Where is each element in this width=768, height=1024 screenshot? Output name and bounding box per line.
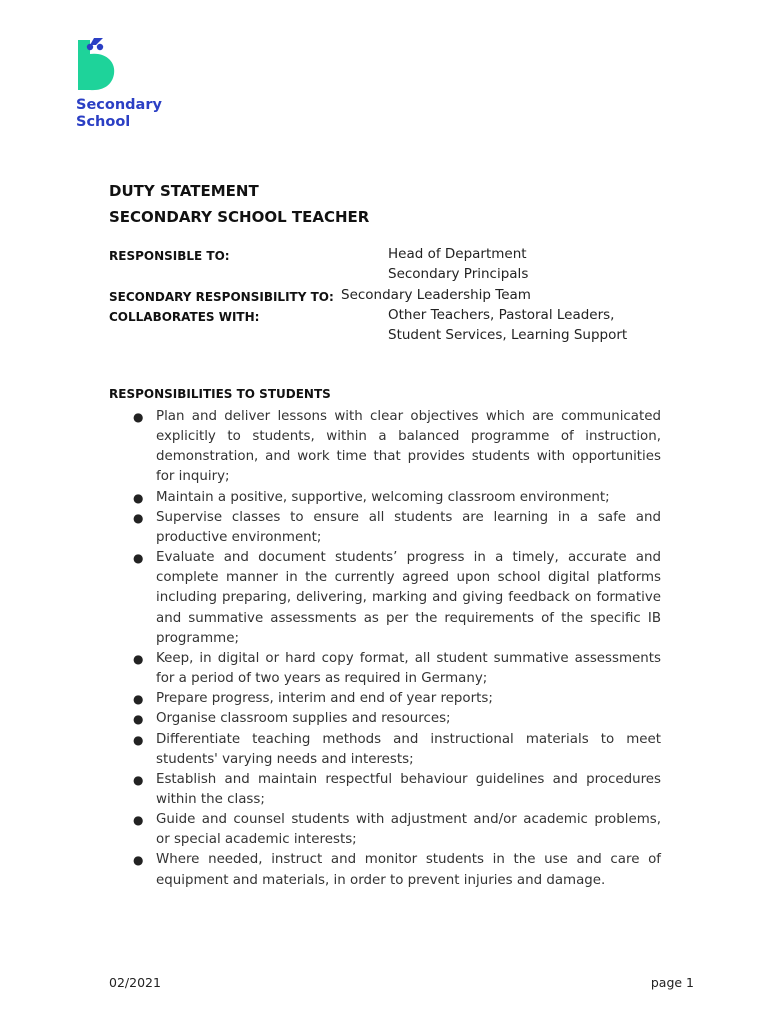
bullet-icon: ● <box>133 692 144 707</box>
bullet-icon: ● <box>133 410 144 424</box>
list-item-text: Plan and deliver lessons with clear objectives which are communicated explicitly to students, within a balanced programme of instruction, demonstration, and work time that provides students with opportunities for inquiry; <box>156 409 661 485</box>
responsibilities-list <box>109 407 661 891</box>
list-item-text: Supervise classes to ensure all students are learning in a safe and productive environment; <box>156 509 661 545</box>
school-name-line1: Secondary <box>76 97 162 113</box>
list-item-text: Prepare progress, interim and end of year reports; <box>156 691 493 707</box>
list-item <box>109 850 661 890</box>
list-item <box>109 649 661 689</box>
list-item-text: Guide and counsel students with adjustment and/or academic problems, or special academic interests; <box>156 812 661 848</box>
list-item <box>109 488 661 508</box>
footer-date: 02/2021 <box>109 975 161 990</box>
collaborates-value-2: Student Services, Learning Support <box>388 327 628 343</box>
responsible-to-label: RESPONSIBLE TO: <box>109 249 230 263</box>
footer-page-number: page 1 <box>650 975 694 990</box>
section-heading: RESPONSIBILITIES TO STUDENTS <box>109 387 331 401</box>
list-item-text: Keep, in digital or hard copy format, all student summative assessments for a period of two years as required in Germany; <box>156 650 661 687</box>
school-name <box>76 97 162 131</box>
list-item <box>109 548 661 649</box>
bullet-icon: ● <box>133 772 144 787</box>
collaborates-row <box>109 307 259 327</box>
list-item <box>109 689 661 709</box>
bullet-icon: ● <box>133 853 144 868</box>
secondary-responsibility-label: SECONDARY RESPONSIBILITY TO: <box>109 290 334 304</box>
logo-mark-icon <box>76 38 118 92</box>
list-item-text: Where needed, instruct and monitor students in the use and care of equipment and materials, in order to prevent injuries and damage. <box>156 852 661 888</box>
secondary-responsibility-value: Secondary Leadership Team <box>341 287 531 303</box>
list-item-text: Maintain a positive, supportive, welcoming classroom environment; <box>156 489 610 505</box>
responsible-to-value-1: Head of Department <box>388 246 527 262</box>
responsible-to-value-2: Secondary Principals <box>388 266 529 282</box>
bullet-icon: ● <box>133 551 144 566</box>
title-line2: SECONDARY SCHOOL TEACHER <box>109 208 370 226</box>
bullet-icon: ● <box>133 813 144 828</box>
collaborates-label: COLLABORATES WITH: <box>109 310 260 324</box>
title-line1: DUTY STATEMENT <box>109 182 259 200</box>
school-name-line2: School <box>76 114 131 130</box>
list-item <box>109 810 661 850</box>
list-item <box>109 709 661 729</box>
list-item <box>109 508 661 548</box>
bullet-icon: ● <box>133 712 144 727</box>
bullet-icon: ● <box>133 732 144 747</box>
list-item-text: Establish and maintain respectful behaviour guidelines and procedures within the class; <box>156 771 661 807</box>
responsible-to-row <box>109 246 230 266</box>
list-item-text: Organise classroom supplies and resources; <box>156 711 451 727</box>
bullet-icon: ● <box>133 510 144 525</box>
bullet-icon: ● <box>133 651 144 666</box>
list-item <box>109 730 661 770</box>
collaborates-value-1: Other Teachers, Pastoral Leaders, <box>388 307 615 323</box>
list-item <box>109 770 661 810</box>
bullet-icon: ● <box>133 490 144 505</box>
list-item-text: Differentiate teaching methods and instructional materials to meet students' varying needs and interests; <box>156 731 661 767</box>
secondary-responsibility-row <box>109 287 334 307</box>
document-title <box>109 178 369 230</box>
list-item <box>109 407 661 488</box>
list-item-text: Evaluate and document students’ progress in a timely, accurate and complete manner in the currently agreed upon school digital platforms including preparing, delivering, marking and giving feedback on formative and summative assessments as per the requirements of the specific IB programme; <box>156 550 661 646</box>
school-logo <box>76 38 176 92</box>
